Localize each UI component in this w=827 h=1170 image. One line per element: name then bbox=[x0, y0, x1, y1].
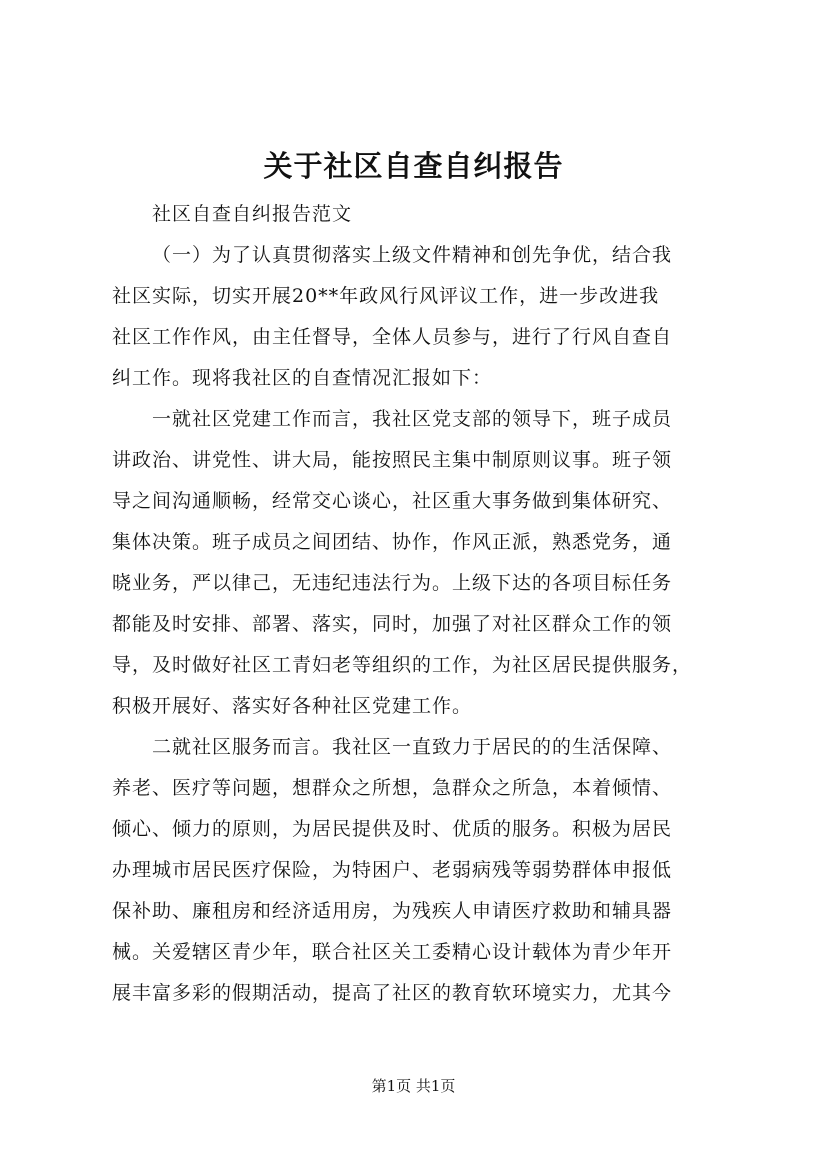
paragraph-line: 导，及时做好社区工青妇老等组织的工作，为社区居民提供服务， bbox=[112, 654, 693, 676]
paragraph-line: 都能及时安排、部署、落实，同时，加强了对社区群众工作的领 bbox=[112, 613, 673, 635]
paragraph-line: 保补助、廉租房和经济适用房，为残疾人申请医疗救助和辅具器 bbox=[112, 900, 673, 922]
paragraph-line: 二就社区服务而言。我社区一直致力于居民的的生活保障、 bbox=[152, 736, 673, 758]
paragraph-line: 倾心、倾力的原则，为居民提供及时、优质的服务。积极为居民 bbox=[112, 818, 673, 840]
paragraph-line: 纠工作。现将我社区的自查情况汇报如下： bbox=[112, 367, 493, 389]
paragraph-line: 养老、医疗等问题，想群众之所想，急群众之所急，本着倾情、 bbox=[112, 777, 673, 799]
subtitle-line: 社区自查自纠报告范文 bbox=[152, 203, 353, 225]
paragraph-line: 讲政治、讲党性、讲大局，能按照民主集中制原则议事。班子领 bbox=[112, 449, 673, 471]
paragraph-line: 展丰富多彩的假期活动，提高了社区的教育软环境实力，尤其今 bbox=[112, 982, 673, 1004]
paragraph-line: 晓业务，严以律己，无违纪违法行为。上级下达的各项目标任务 bbox=[112, 572, 673, 594]
paragraph-line: 集体决策。班子成员之间团结、协作，作风正派，熟悉党务，通 bbox=[112, 531, 673, 553]
paragraph-line: 办理城市居民医疗保险，为特困户、老弱病残等弱势群体申报低 bbox=[112, 859, 673, 881]
document-title: 关于社区自查自纠报告 bbox=[263, 149, 564, 183]
paragraph-line: 社区实际，切实开展20**年政风行风评议工作，进一步改进我 bbox=[112, 285, 660, 307]
document-body bbox=[112, 194, 740, 1014]
paragraph-line: 械。关爱辖区青少年，联合社区关工委精心设计载体为青少年开 bbox=[112, 941, 673, 963]
paragraph-line: 社区工作作风，由主任督导，全体人员参与，进行了行风自查自 bbox=[112, 326, 673, 348]
paragraph-line: （一）为了认真贯彻落实上级文件精神和创先争优，结合我 bbox=[152, 244, 673, 266]
paragraph-line: 导之间沟通顺畅，经常交心谈心，社区重大事务做到集体研究、 bbox=[112, 490, 673, 512]
paragraph-line: 积极开展好、落实好各种社区党建工作。 bbox=[112, 695, 473, 717]
page-footer: 第1页 共1页 bbox=[371, 1077, 456, 1095]
paragraph-line: 一就社区党建工作而言，我社区党支部的领导下，班子成员 bbox=[152, 408, 673, 430]
